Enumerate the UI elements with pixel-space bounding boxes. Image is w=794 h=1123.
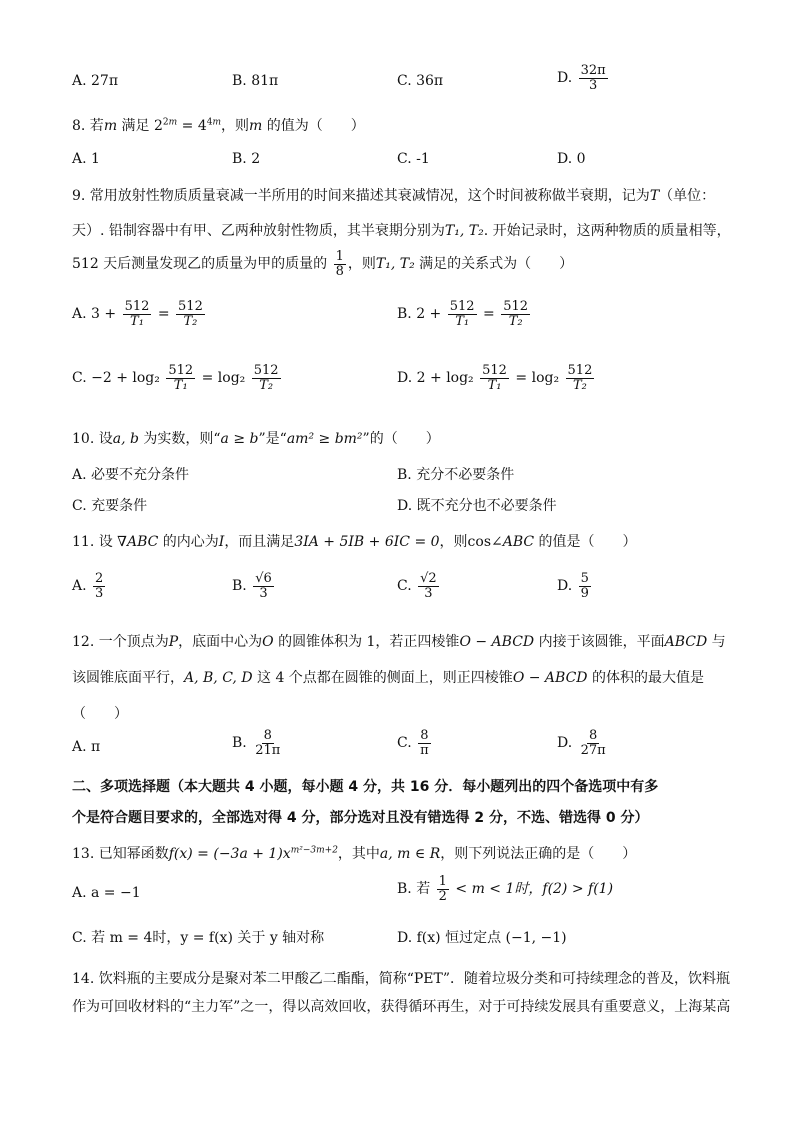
q12-option-c: C. $\frac{8}{\pi}$ (397, 728, 429, 758)
q12-option-d: D. $\frac{8}{27\pi}$ (557, 728, 606, 758)
section-2-heading-line-1: 二、多项选择题（本大题共 4 小题，每小题 4 分，共 16 分．每小题列出的四个备选项中有多 (72, 779, 659, 795)
q9-option-a: A. 3 + $\frac{512}{\text{T₁}}$ = $\frac{512}{\text{T₂}}$ (72, 299, 203, 329)
q7-option-b: B. 81π (232, 73, 279, 89)
q14-line-2: 作为可回收材料的“主力军”之一，得以高效回收，获得循环再生，对于可持续发展具有重要意义，上海某高 (72, 999, 731, 1015)
q10-stem: 10. 设a, b 为实数，则“a ≥ b”是“am² ≥ bm²”的（ ） (72, 431, 440, 447)
q8-option-a: A. 1 (72, 151, 100, 167)
q8-option-d: D. 0 (557, 151, 586, 167)
section-2-heading-line-2: 个是符合题目要求的，全部选对得 4 分，部分选对且没有错选得 2 分，不选、错选得 0 分） (72, 810, 649, 826)
q9-option-b: B. 2 + $\frac{512}{\text{T₁}}$ = $\frac{512}{\text{T₂}}$ (397, 299, 529, 329)
q7-option-d: D. $\frac{32\pi}{3}$ (557, 63, 606, 93)
q9-option-d: D. 2 + log₂ $\frac{512}{\text{T₁}}$ = log₂ $\frac{512}{\text{T₂}}$ (397, 363, 593, 393)
q12-line-2: 该圆锥底面平行，A, B, C, D 这 4 个点都在圆锥的侧面上，则正四棱锥O − ABCD 的体积的最大值是 (72, 670, 704, 686)
q9-line-2: 天）. 铅制容器中有甲、乙两种放射性物质，其半衰期分别为T₁, T₂. 开始记录时，这两种物质的质量相等， (72, 223, 731, 239)
q11-option-a: A. $\frac{2}{3}$ (72, 571, 104, 601)
q11-option-c: C. $\frac{√2}{3}$ (397, 571, 437, 601)
q7-option-c: C. 36π (397, 73, 444, 89)
q11-stem: 11. 设 ∇ABC 的内心为I，而且满足3IA + 5IB + 6IC = 0，则cos∠ABC 的值是（ ） (72, 534, 637, 550)
q12-line-3: （ ） (72, 706, 128, 722)
q10-option-b: B. 充分不必要条件 (397, 467, 515, 483)
q13-stem: 13. 已知幂函数$f(x) = (-3a + 1)x^{m^2-3m+2}$，其中a, m ∈ R，则下列说法正确的是（ ） (72, 845, 637, 862)
q9-line-3: 512 天后测量发现乙的质量为甲的质量的 $\frac{1}{8}$ ，则T₁, T₂ 满足的关系式为（ ） (72, 249, 574, 279)
q10-option-a: A. 必要不充分条件 (72, 467, 190, 483)
q13-option-d: D. f(x) 恒过定点 (−1, −1) (397, 930, 567, 946)
q9-option-c: C. −2 + log₂ $\frac{512}{\text{T₁}}$ = log₂ $\frac{512}{\text{T₂}}$ (72, 363, 279, 393)
q14-line-1: 14. 饮料瓶的主要成分是聚对苯二甲酸乙二酯酯，简称“PET”．随着垃圾分类和可持续理念的普及，饮料瓶 (72, 971, 731, 987)
q7-option-a: A. 27π (72, 73, 119, 89)
q10-option-c: C. 充要条件 (72, 498, 148, 514)
q11-option-b: B. $\frac{√6}{3}$ (232, 571, 272, 601)
q12-option-a: A. π (72, 739, 101, 755)
q12-option-b: B. $\frac{8}{21\pi}$ (232, 728, 281, 758)
q13-option-a: A. a = −1 (72, 885, 141, 901)
q12-line-1: 12. 一个顶点为P，底面中心为O 的圆锥体积为 1，若正四棱锥O − ABCD 内接于该圆锥，平面ABCD 与 (72, 634, 726, 650)
q9-line-1: 9. 常用放射性物质质量衰减一半所用的时间来描述其衰减情况，这个时间被称做半衰期，记为T（单位： (72, 188, 716, 204)
q9-fraction-one-eighth: $\frac{1}{8}$ (335, 249, 344, 279)
q11-option-d: D. $\frac{5}{9}$ (557, 571, 589, 601)
q8-equation: $2^{2m} = 4^{4m}$ (154, 117, 222, 134)
q13-option-c: C. 若 m = 4时，y = f(x) 关于 y 轴对称 (72, 930, 325, 946)
q13-option-b: B. 若 $\frac{1}{2}$ < m < 1时，f(2) > f(1) (397, 874, 614, 904)
q8-stem: 8. 若m 满足 $2^{2m} = 4^{4m}$，则m 的值为（ ） (72, 117, 365, 134)
q7-option-d-fraction: $\frac{32\pi}{3}$ (580, 63, 606, 93)
q8-option-b: B. 2 (232, 151, 261, 167)
q10-option-d: D. 既不充分也不必要条件 (397, 498, 557, 514)
q11-vector-equation: 3IA + 5IB + 6IC = 0 (294, 534, 440, 550)
q8-option-c: C. -1 (397, 151, 430, 167)
